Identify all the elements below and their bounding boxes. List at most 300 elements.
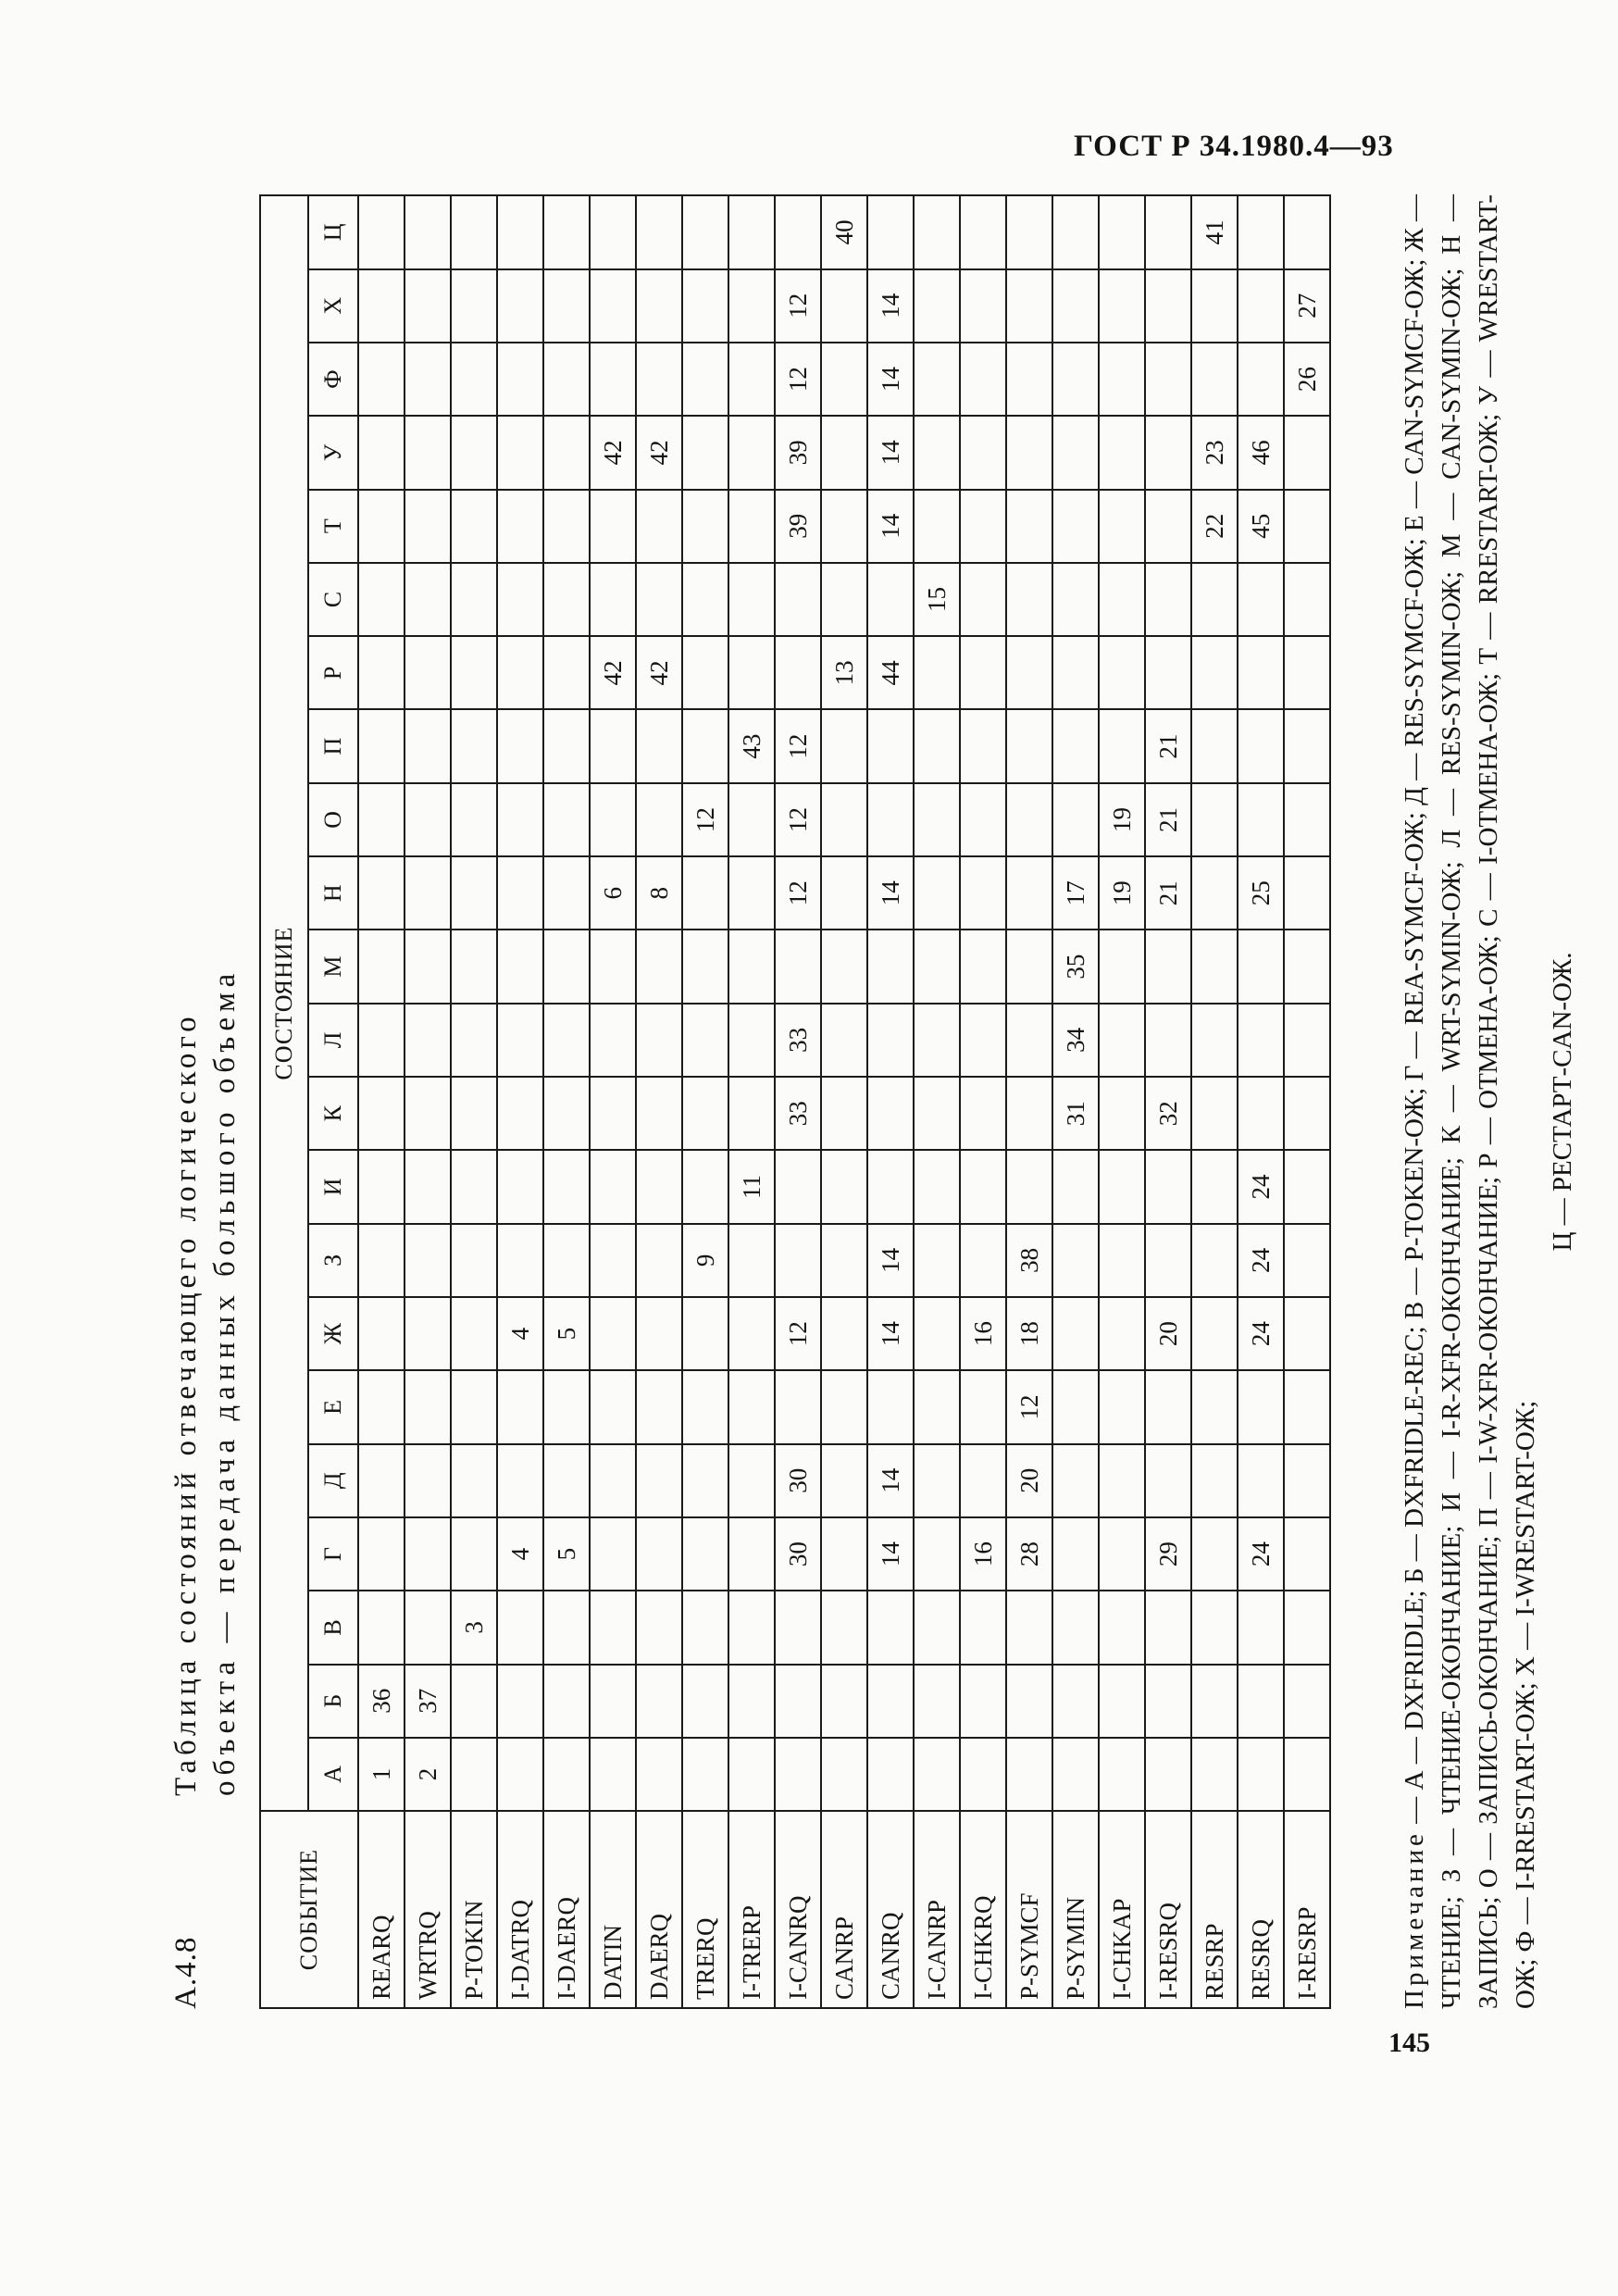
transition-cell [1284,856,1330,930]
transition-cell [682,416,728,489]
state-header: Г [308,1517,358,1591]
event-cell: I-CANRP [914,1811,960,2008]
transition-cell: 20 [1145,1297,1191,1370]
transition-cell: 12 [775,1297,821,1370]
transition-cell [914,1077,960,1150]
transition-cell [497,636,543,709]
transition-cell [497,563,543,636]
transition-cell [404,783,451,856]
transition-cell [590,490,636,563]
transition-cell [682,1004,728,1077]
event-cell: I-CHKRQ [960,1811,1006,2008]
transition-cell [590,1077,636,1150]
transition-cell [1099,1444,1145,1517]
transition-cell [914,1738,960,1811]
transition-cell [728,563,775,636]
state-group-header: СОСТОЯНИЕ [260,195,308,1811]
transition-cell [1052,1591,1099,1664]
transition-cell [914,709,960,782]
transition-cell [451,490,497,563]
transition-cell: 12 [775,783,821,856]
table-body [358,195,1330,2008]
transition-cell: 16 [960,1517,1006,1591]
transition-cell [497,1738,543,1811]
transition-cell: 14 [867,343,914,416]
transition-cell [682,1738,728,1811]
transition-cell: 19 [1099,783,1145,856]
transition-cell [821,1297,867,1370]
table-row [451,195,497,2008]
transition-cell: 30 [775,1517,821,1591]
event-cell: P-TOKIN [451,1811,497,2008]
transition-cell [451,1444,497,1517]
transition-cell [914,490,960,563]
transition-cell [358,1224,404,1297]
transition-cell [543,1591,590,1664]
transition-cell [1099,1297,1145,1370]
transition-cell: 16 [960,1297,1006,1370]
transition-cell [636,930,682,1003]
transition-cell: 42 [590,636,636,709]
transition-cell [404,1150,451,1223]
table-row [1191,195,1238,2008]
transition-cell [1052,1370,1099,1443]
transition-cell [728,343,775,416]
transition-cell: 31 [1052,1077,1099,1150]
transition-cell [590,563,636,636]
transition-cell [1099,1150,1145,1223]
transition-cell [404,343,451,416]
transition-cell: 46 [1238,416,1284,489]
transition-cell [590,783,636,856]
transition-cell [358,1297,404,1370]
transition-cell [821,269,867,343]
transition-cell [543,1004,590,1077]
transition-cell: 12 [775,269,821,343]
note-text: — А — DXFRIDLE; Б — DXFRIDLE-REC; В — P-TOKEN-ОЖ; Г — REA-SYMCF-ОЖ; Д — RES-SYMCF-ОЖ; Е — CAN-SYMCF-ОЖ; Ж — ЧТЕНИЕ; З — ЧТЕНИЕ-ОКОНЧАНИЕ; И — I-R-XFR-ОКОНЧАНИЕ; К — WRT-SYMIN-ОЖ; Л — RES-SYMIN-ОЖ; М — CAN-SYMIN-ОЖ; Н — ЗАПИСЬ; О — ЗАПИСЬ-ОКОНЧАНИЕ; П — I-W-XFR-ОКОНЧАНИЕ; Р — ОТМЕНА-ОЖ; С — I-ОТМЕНА-ОЖ; Т — RRESTART-ОЖ; У — WRESTART-ОЖ; Ф — I-RRESTART-ОЖ; Х — I-WRESTART-ОЖ; [1400,194,1540,2009]
transition-cell [821,1665,867,1738]
transition-cell [1191,1004,1238,1077]
transition-cell [1052,1665,1099,1738]
transition-cell [728,1297,775,1370]
transition-cell [775,1665,821,1738]
transition-cell [543,1077,590,1150]
state-header: З [308,1224,358,1297]
transition-cell [358,1004,404,1077]
transition-cell [404,269,451,343]
transition-cell [1052,1224,1099,1297]
transition-cell: 19 [1099,856,1145,930]
transition-cell: 33 [775,1077,821,1150]
transition-cell [682,636,728,709]
transition-cell [960,195,1006,269]
state-header: Е [308,1370,358,1443]
state-header: П [308,709,358,782]
transition-cell [543,930,590,1003]
note-last-line: Ц — РЕСТАРТ-CAN-ОЖ. [1548,952,1577,1252]
transition-cell [636,709,682,782]
transition-cell [1145,1224,1191,1297]
table-caption [167,407,244,2009]
transition-cell [960,1591,1006,1664]
caption-line-2: объекта — передача данных большого объема [208,967,242,1796]
transition-cell [821,1370,867,1443]
transition-cell: 14 [867,269,914,343]
transition-cell [1052,1444,1099,1517]
transition-cell [682,343,728,416]
transition-cell [1145,636,1191,709]
page-number: 145 [1388,2028,1430,2058]
transition-cell [543,1444,590,1517]
transition-cell: 28 [1006,1517,1052,1591]
transition-cell [1191,1517,1238,1591]
transition-cell [682,269,728,343]
transition-cell [1191,1444,1238,1517]
transition-cell [728,856,775,930]
transition-cell [775,1370,821,1443]
state-header: И [308,1150,358,1223]
transition-cell [404,1444,451,1517]
transition-cell [358,636,404,709]
transition-cell [358,709,404,782]
transition-cell [867,930,914,1003]
transition-cell [1052,195,1099,269]
transition-cell: 33 [775,1004,821,1077]
transition-cell: 14 [867,416,914,489]
state-header: Н [308,856,358,930]
transition-cell [1052,416,1099,489]
transition-cell [1145,1665,1191,1738]
transition-cell [404,1297,451,1370]
transition-cell [1052,343,1099,416]
transition-cell: 11 [728,1150,775,1223]
transition-cell [636,783,682,856]
transition-cell [1006,269,1052,343]
transition-cell [1284,1370,1330,1443]
transition-cell [1284,930,1330,1003]
transition-cell [451,1297,497,1370]
table-row [867,195,914,2008]
transition-cell: 39 [775,490,821,563]
transition-cell: 34 [1052,1004,1099,1077]
transition-cell [1006,563,1052,636]
transition-cell [682,856,728,930]
transition-cell [728,783,775,856]
transition-cell [867,563,914,636]
transition-cell [728,269,775,343]
event-cell: DATIN [590,1811,636,2008]
transition-cell [1099,1077,1145,1150]
transition-cell: 24 [1238,1297,1284,1370]
transition-cell [1191,1150,1238,1223]
transition-cell [682,930,728,1003]
transition-cell [1238,930,1284,1003]
transition-cell [1006,490,1052,563]
transition-cell [682,1444,728,1517]
transition-cell [590,930,636,1003]
transition-cell [1238,1591,1284,1664]
transition-cell [728,930,775,1003]
transition-cell [775,563,821,636]
transition-cell [358,1517,404,1591]
transition-cell [960,563,1006,636]
transition-cell [914,1004,960,1077]
state-header: А [308,1738,358,1811]
transition-cell [1191,709,1238,782]
transition-cell [960,490,1006,563]
transition-cell: 2 [404,1738,451,1811]
state-header: Х [308,269,358,343]
transition-cell: 40 [821,195,867,269]
transition-cell: 4 [497,1297,543,1370]
table-row [497,195,543,2008]
transition-cell [358,416,404,489]
transition-cell [543,1370,590,1443]
event-cell: I-DATRQ [497,1811,543,2008]
transition-cell [728,1738,775,1811]
transition-cell [543,195,590,269]
transition-cell [1191,783,1238,856]
transition-cell [497,1077,543,1150]
transition-cell [1099,636,1145,709]
transition-cell [543,1150,590,1223]
table-row [914,195,960,2008]
transition-cell [821,1591,867,1664]
transition-cell [1284,1591,1330,1664]
transition-cell [775,1738,821,1811]
transition-cell [1145,1591,1191,1664]
transition-cell [1284,1444,1330,1517]
transition-cell [1006,416,1052,489]
transition-cell [543,636,590,709]
transition-cell [1284,1738,1330,1811]
transition-cell [636,1591,682,1664]
transition-cell [821,416,867,489]
transition-cell [590,1665,636,1738]
transition-cell [404,1224,451,1297]
transition-cell [914,269,960,343]
transition-cell [404,490,451,563]
transition-cell: 3 [451,1591,497,1664]
transition-cell [1006,1077,1052,1150]
transition-cell [451,416,497,489]
event-cell: RESRQ [1238,1811,1284,2008]
transition-cell [497,490,543,563]
table-note [1396,194,1581,2009]
transition-cell [1191,1077,1238,1150]
transition-cell [1191,856,1238,930]
transition-cell [636,1004,682,1077]
table-row [543,195,590,2008]
table-row [1006,195,1052,2008]
caption-line-1: Таблица состояний отвечающего логического [169,1012,203,1796]
transition-cell: 12 [1006,1370,1052,1443]
transition-cell [358,195,404,269]
transition-cell [1191,636,1238,709]
transition-cell: 27 [1284,269,1330,343]
transition-cell [404,416,451,489]
transition-cell: 45 [1238,490,1284,563]
transition-cell [404,1370,451,1443]
transition-cell: 1 [358,1738,404,1811]
transition-cell [1191,930,1238,1003]
transition-cell [960,1370,1006,1443]
transition-cell [960,1665,1006,1738]
transition-cell [451,930,497,1003]
transition-cell [1238,783,1284,856]
transition-cell [728,490,775,563]
transition-cell [1052,490,1099,563]
transition-cell [1099,490,1145,563]
transition-cell: 12 [775,709,821,782]
transition-cell [497,709,543,782]
transition-cell [1145,930,1191,1003]
transition-cell [590,709,636,782]
transition-cell [1099,709,1145,782]
transition-cell [682,709,728,782]
transition-cell [821,930,867,1003]
table-row [1099,195,1145,2008]
transition-cell [590,1591,636,1664]
event-cell: DAERQ [636,1811,682,2008]
transition-cell [404,1077,451,1150]
transition-cell [1191,1297,1238,1370]
transition-cell [1006,1591,1052,1664]
transition-cell [497,1444,543,1517]
transition-cell [960,930,1006,1003]
transition-cell: 14 [867,1444,914,1517]
transition-cell: 24 [1238,1150,1284,1223]
transition-cell [543,1738,590,1811]
transition-cell: 44 [867,636,914,709]
transition-cell [914,636,960,709]
transition-cell [497,1370,543,1443]
transition-cell [543,490,590,563]
transition-cell [590,1224,636,1297]
transition-cell [636,343,682,416]
transition-cell [1191,563,1238,636]
transition-cell [728,1591,775,1664]
transition-cell [404,195,451,269]
transition-cell [1238,195,1284,269]
event-cell: RESRP [1191,1811,1238,2008]
transition-cell [1006,1004,1052,1077]
transition-cell [1284,709,1330,782]
transition-cell [636,269,682,343]
transition-cell [960,416,1006,489]
transition-cell [636,1370,682,1443]
transition-cell [1099,343,1145,416]
transition-cell [728,195,775,269]
transition-cell [636,195,682,269]
transition-cell [451,783,497,856]
transition-cell [451,1077,497,1150]
transition-cell [1191,1665,1238,1738]
transition-cell [682,563,728,636]
transition-cell: 26 [1284,343,1330,416]
transition-cell: 14 [867,1224,914,1297]
transition-cell [543,856,590,930]
transition-cell [914,1370,960,1443]
transition-cell [358,1150,404,1223]
table-header-row [260,195,308,2008]
transition-cell [1238,1444,1284,1517]
transition-cell [867,1370,914,1443]
transition-cell [543,783,590,856]
transition-cell: 9 [682,1224,728,1297]
table-number: А.4.8 [169,1936,203,2009]
transition-cell [497,195,543,269]
table-row [821,195,867,2008]
transition-cell [451,709,497,782]
transition-cell [1145,1150,1191,1223]
transition-cell [775,1150,821,1223]
transition-cell: 13 [821,636,867,709]
transition-cell [1191,1591,1238,1664]
transition-cell [914,1444,960,1517]
transition-cell [358,343,404,416]
transition-cell [960,343,1006,416]
transition-cell: 32 [1145,1077,1191,1150]
table-row [1238,195,1284,2008]
transition-cell [543,269,590,343]
transition-cell [1284,1077,1330,1150]
transition-cell [451,269,497,343]
transition-cell [451,195,497,269]
state-header: В [308,1591,358,1664]
transition-cell [914,416,960,489]
transition-cell [1006,930,1052,1003]
table-row [1052,195,1099,2008]
state-header: К [308,1077,358,1150]
transition-cell [775,930,821,1003]
transition-cell [1006,856,1052,930]
transition-cell [1052,783,1099,856]
transition-cell [914,1297,960,1370]
transition-cell [358,930,404,1003]
transition-cell [497,1150,543,1223]
transition-cell [1191,343,1238,416]
transition-cell [358,1444,404,1517]
transition-cell [867,1738,914,1811]
transition-cell [960,783,1006,856]
transition-cell: 21 [1145,709,1191,782]
transition-cell [1238,343,1284,416]
transition-cell [728,636,775,709]
transition-cell [404,1517,451,1591]
transition-cell [960,1224,1006,1297]
transition-cell [590,1297,636,1370]
transition-cell [821,343,867,416]
transition-cell [960,1444,1006,1517]
event-cell: I-TRERP [728,1811,775,2008]
state-header: Ж [308,1297,358,1370]
transition-cell [1191,1224,1238,1297]
event-cell: TRERQ [682,1811,728,2008]
transition-cell [1284,416,1330,489]
transition-cell [590,1738,636,1811]
transition-cell [960,709,1006,782]
transition-cell [1191,1370,1238,1443]
transition-cell [960,269,1006,343]
transition-cell [636,1224,682,1297]
transition-cell: 23 [1191,416,1238,489]
transition-cell [451,563,497,636]
transition-cell [1238,1077,1284,1150]
transition-cell [960,1150,1006,1223]
transition-cell [821,563,867,636]
transition-cell [1284,1665,1330,1738]
